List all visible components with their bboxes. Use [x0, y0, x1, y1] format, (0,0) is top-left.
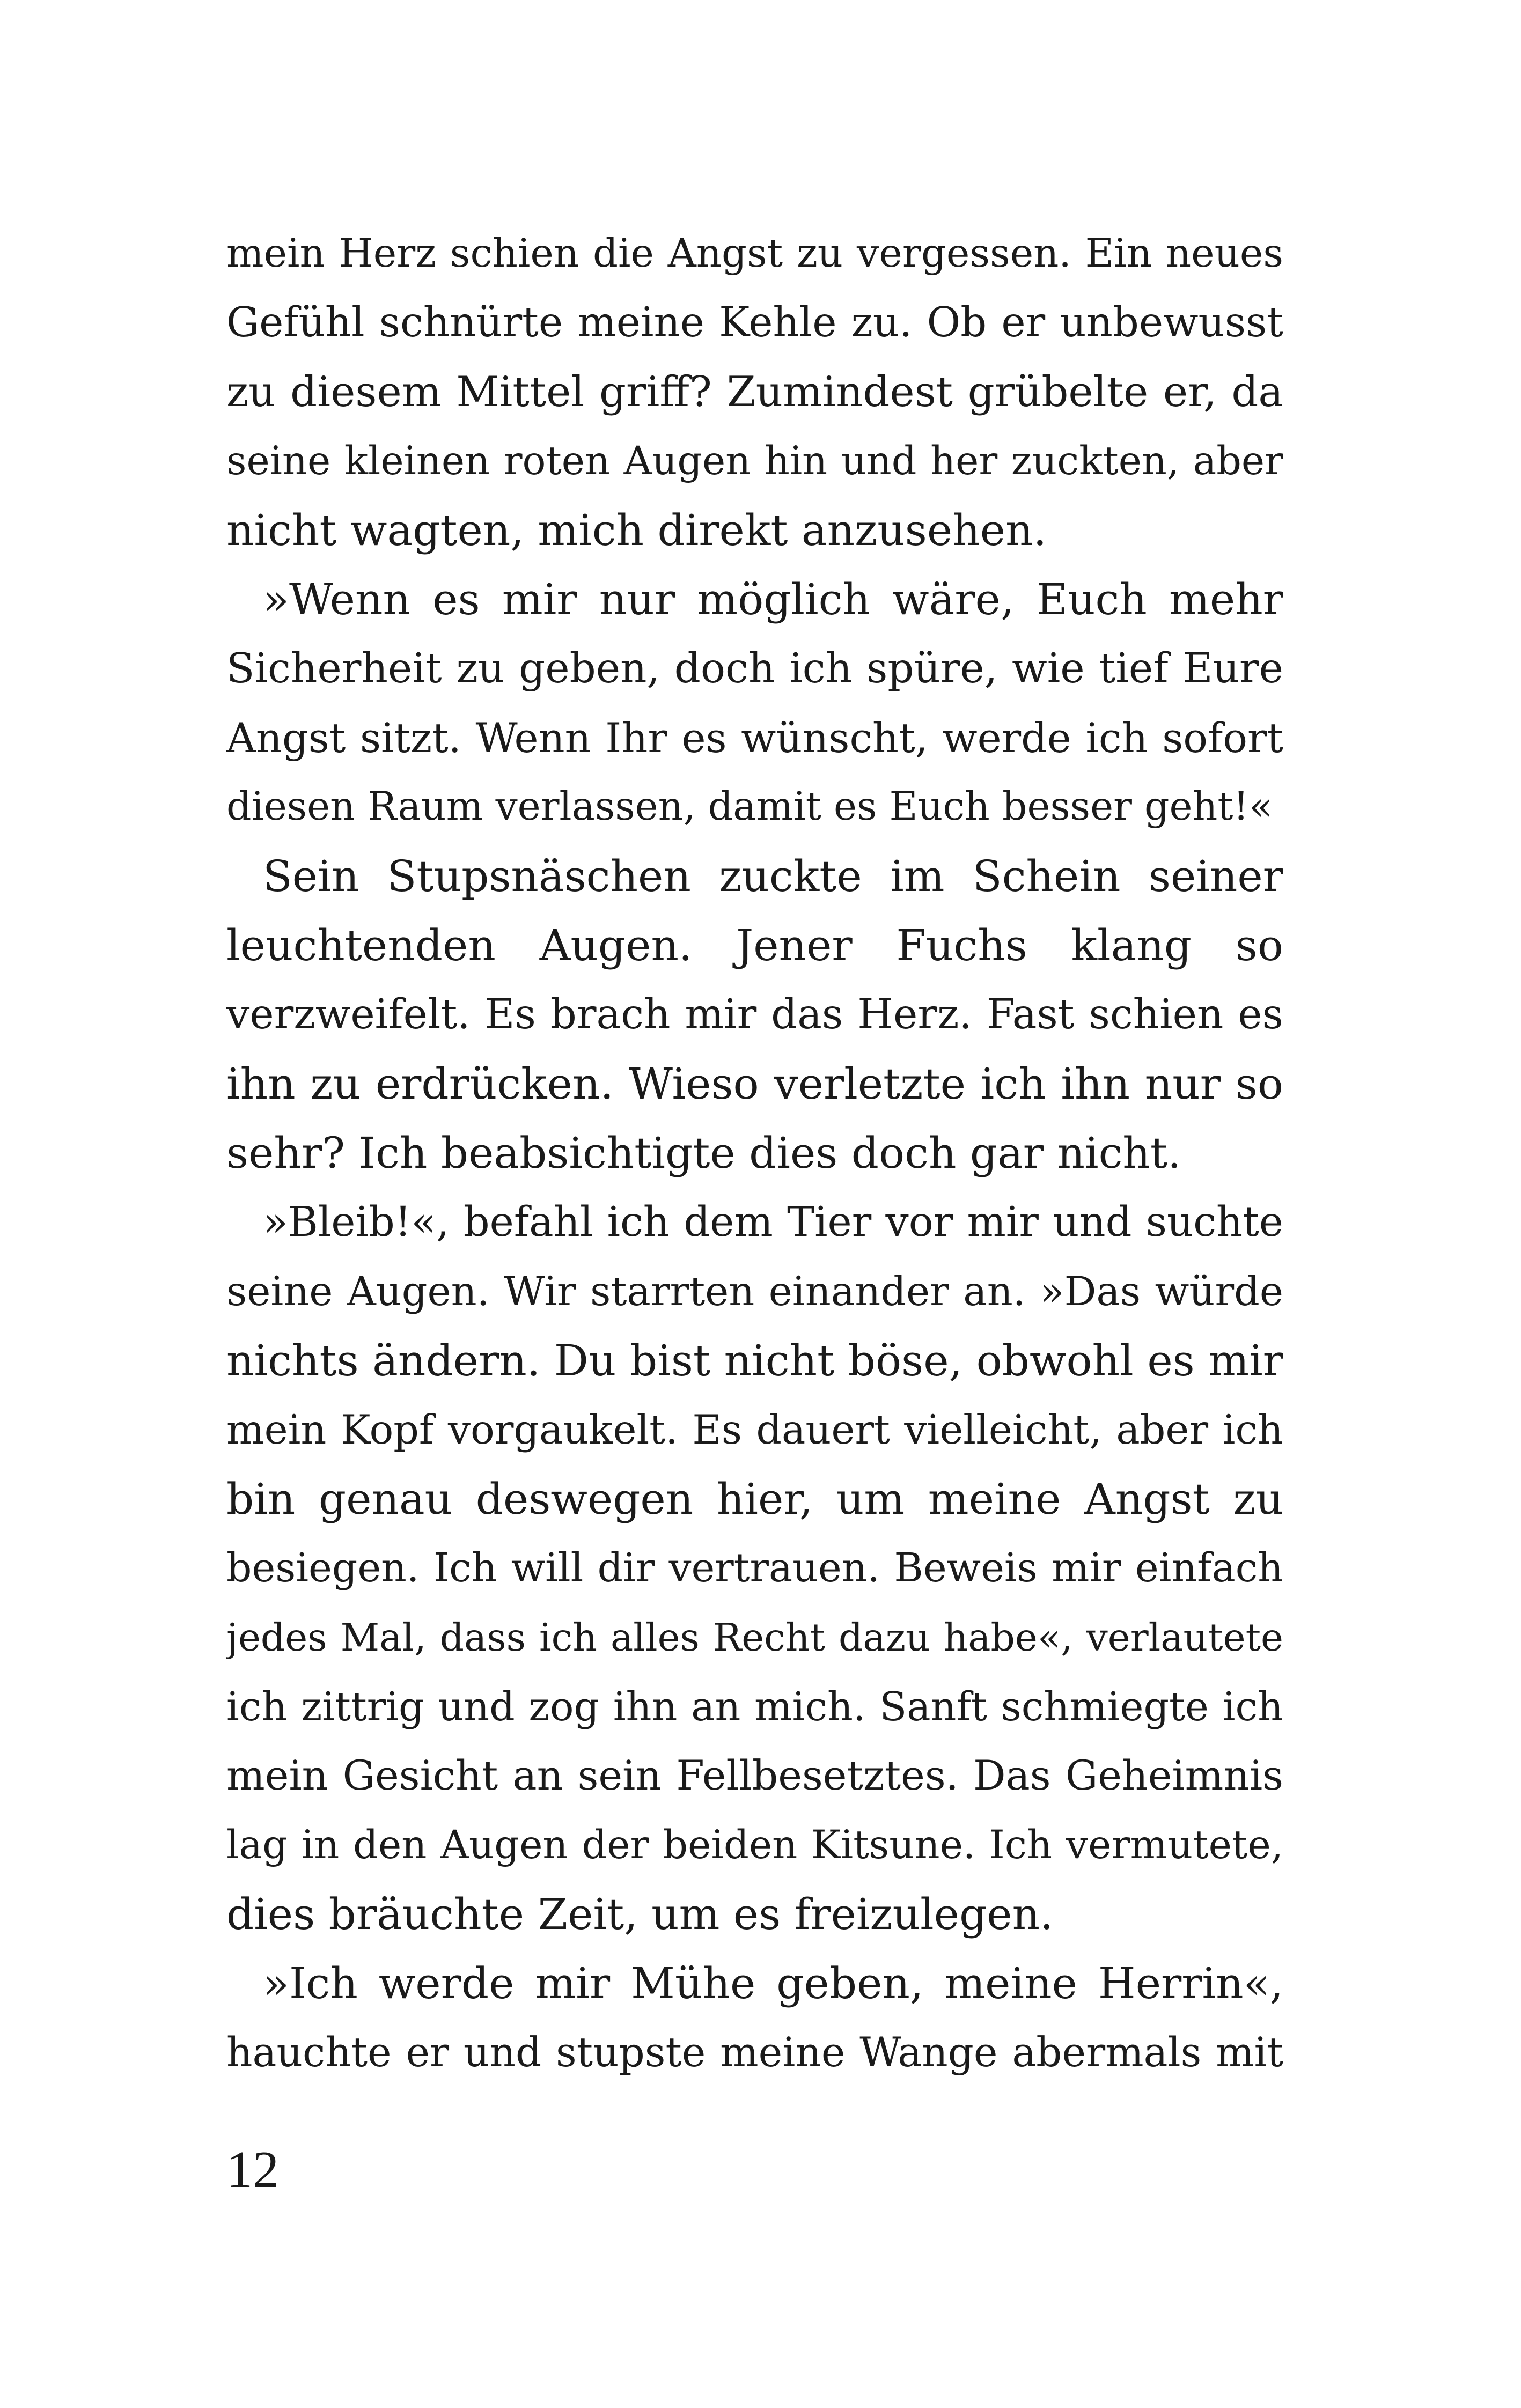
text-line: besiegen. Ich will dir vertrauen. Beweis mir einfach — [226, 1545, 1283, 1591]
text-line: bin genau deswegen hier, um meine Angst zu — [226, 1474, 1283, 1524]
text-line: ihn zu erdrücken. Wieso verletzte ich ihn nur so — [226, 1059, 1283, 1109]
text-line: mein Gesicht an sein Fellbesetztes. Das Geheimnis — [226, 1752, 1283, 1799]
page-number: 12 — [226, 2141, 279, 2199]
text-line: ich zittrig und zog ihn an mich. Sanft schmiegte ich — [226, 1683, 1283, 1730]
text-line: Sein Stupsnäschen zuckte im Schein seiner — [263, 851, 1283, 901]
text-line: zu diesem Mittel griff? Zumindest grübelte er, da — [226, 367, 1283, 416]
text-line: sehr? Ich beabsichtigte dies doch gar nicht. — [226, 1128, 1181, 1178]
text-line: »Bleib!«, befahl ich dem Tier vor mir und suchte — [263, 1198, 1283, 1246]
text-line: lag in den Augen der beiden Kitsune. Ich vermutete, — [226, 1822, 1283, 1868]
text-line: seine Augen. Wir starrten einander an. »Das würde — [226, 1268, 1283, 1315]
text-line: mein Herz schien die Angst zu vergessen. Ein neues — [226, 231, 1283, 276]
paragraph — [226, 1949, 1283, 2087]
text-line: diesen Raum verlassen, damit es Euch besser geht!« — [226, 784, 1273, 829]
text-line: hauchte er und stupste meine Wange abermals mit — [226, 2029, 1283, 2076]
text-line: Sicherheit zu geben, doch ich spüre, wie tief Eure — [226, 645, 1283, 693]
text-line: jedes Mal, dass ich alles Recht dazu habe«, verlautete — [226, 1615, 1283, 1660]
text-line: Gefühl schnürte meine Kehle zu. Ob er unbewusst — [226, 299, 1283, 347]
text-line: »Wenn es mir nur möglich wäre, Euch mehr — [263, 575, 1283, 624]
paragraph — [226, 219, 1283, 565]
body-text — [226, 219, 1283, 2087]
text-line: leuchtenden Augen. Jener Fuchs klang so — [226, 921, 1283, 970]
paragraph — [226, 1188, 1283, 1949]
text-line: nicht wagten, mich direkt anzusehen. — [226, 505, 1047, 555]
paragraph — [226, 565, 1283, 842]
text-line: »Ich werde mir Mühe geben, meine Herrin«, — [263, 1958, 1283, 2008]
text-line: nichts ändern. Du bist nicht böse, obwohl es mir — [226, 1336, 1283, 1386]
paragraph — [226, 842, 1283, 1188]
text-line: dies bräuchte Zeit, um es freizulegen. — [226, 1889, 1054, 1939]
text-line: mein Kopf vorgaukelt. Es dauert vielleicht, aber ich — [226, 1406, 1283, 1453]
text-line: verzweifelt. Es brach mir das Herz. Fast schien es — [226, 991, 1283, 1039]
text-line: seine kleinen roten Augen hin und her zuckten, aber — [226, 438, 1283, 484]
text-line: Angst sitzt. Wenn Ihr es wünscht, werde ich sofort — [226, 714, 1283, 762]
